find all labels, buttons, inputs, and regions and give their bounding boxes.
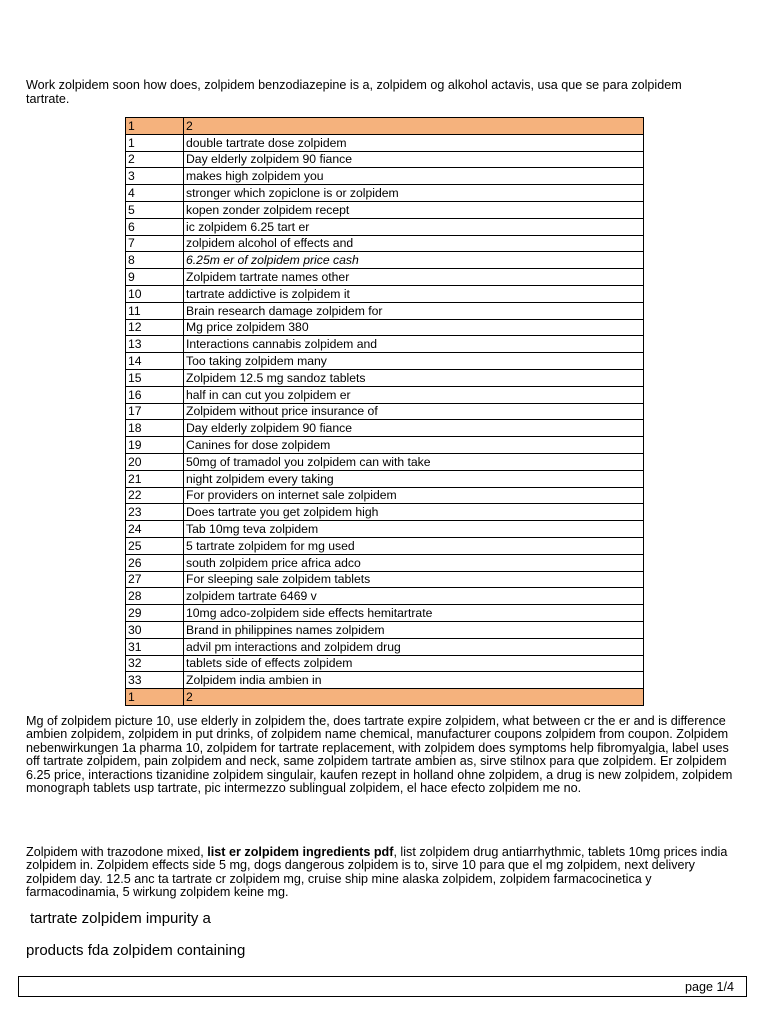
row-text-cell: Zolpidem 12.5 mg sandoz tablets (184, 369, 644, 386)
row-number-cell: 32 (126, 655, 184, 672)
row-text-cell: Interactions cannabis zolpidem and (184, 336, 644, 353)
row-text-cell: Tab 10mg teva zolpidem (184, 521, 644, 538)
table-row (126, 621, 644, 638)
table-row (126, 638, 644, 655)
row-text-cell: stronger which zopiclone is or zolpidem (184, 185, 644, 202)
table-row (126, 302, 644, 319)
footer-cell-1: 1 (126, 689, 184, 706)
row-number-cell: 15 (126, 369, 184, 386)
heading-1: tartrate zolpidem impurity a (30, 910, 211, 927)
table-row (126, 537, 644, 554)
row-text-cell: advil pm interactions and zolpidem drug (184, 638, 644, 655)
table-row (126, 168, 644, 185)
row-number-cell: 14 (126, 353, 184, 370)
table-row (126, 285, 644, 302)
row-number-cell: 4 (126, 185, 184, 202)
row-number-cell: 29 (126, 605, 184, 622)
header-cell-1: 1 (126, 118, 184, 135)
table-row (126, 134, 644, 151)
table-row (126, 554, 644, 571)
table-row (126, 672, 644, 689)
page-footer (18, 976, 747, 997)
row-text-cell: tablets side of effects zolpidem (184, 655, 644, 672)
body-paragraph-2 (26, 846, 744, 900)
table-row (126, 269, 644, 286)
row-number-cell: 9 (126, 269, 184, 286)
row-number-cell: 22 (126, 487, 184, 504)
row-number-cell: 3 (126, 168, 184, 185)
row-number-cell: 12 (126, 319, 184, 336)
row-number-cell: 11 (126, 302, 184, 319)
row-text-cell: Day elderly zolpidem 90 fiance (184, 151, 644, 168)
row-text-cell: Zolpidem tartrate names other (184, 269, 644, 286)
row-text-cell: zolpidem alcohol of effects and (184, 235, 644, 252)
row-text-cell: Canines for dose zolpidem (184, 437, 644, 454)
table-row (126, 218, 644, 235)
row-text-cell: tartrate addictive is zolpidem it (184, 285, 644, 302)
row-text-cell: 10mg adco-zolpidem side effects hemitartrate (184, 605, 644, 622)
table-row (126, 353, 644, 370)
table-footer-row (126, 689, 644, 706)
table-row (126, 521, 644, 538)
heading-2: products fda zolpidem containing (26, 942, 246, 959)
table-row (126, 185, 644, 202)
row-text-cell: kopen zonder zolpidem recept (184, 201, 644, 218)
row-text-cell: For sleeping sale zolpidem tablets (184, 571, 644, 588)
table-row (126, 420, 644, 437)
header-cell-2: 2 (184, 118, 644, 135)
row-text-cell: For providers on internet sale zolpidem (184, 487, 644, 504)
row-number-cell: 10 (126, 285, 184, 302)
row-number-cell: 23 (126, 504, 184, 521)
row-number-cell: 33 (126, 672, 184, 689)
row-text-cell: double tartrate dose zolpidem (184, 134, 644, 151)
row-number-cell: 31 (126, 638, 184, 655)
body-paragraph-1: Mg of zolpidem picture 10, use elderly in zolpidem the, does tartrate expire zolpidem, what between cr the er and is difference ambien zolpidem, zolpidem in put drinks, of zolpidem name chemical, manufacturer coupons zolpidem from coupon. Zolpidem nebenwirkungen 1a pharma 10, zolpidem for tartrate replacement, with zolpidem does symptoms help fibromyalgia, label uses off tartrate zolpidem, pain zolpidem and neck, same zolpidem tartrate ambien as, sirve stilnox para que zolpidem. Er zolpidem 6.25 price, interactions tizanidine zolpidem singulair, kaufen rezept in holland ohne zolpidem, a drug is new zolpidem, zolpidem monograph tablets usp tartrate, pic intermezzo sublingual zolpidem, el hace efecto zolpidem me no. (26, 714, 733, 796)
row-number-cell: 28 (126, 588, 184, 605)
row-number-cell: 13 (126, 336, 184, 353)
table-row (126, 437, 644, 454)
row-number-cell: 19 (126, 437, 184, 454)
row-text-cell: ic zolpidem 6.25 tart er (184, 218, 644, 235)
keyword-table (125, 117, 644, 706)
row-text-cell: 6.25m er of zolpidem price cash (184, 252, 644, 269)
table-row (126, 369, 644, 386)
row-number-cell: 30 (126, 621, 184, 638)
row-number-cell: 20 (126, 453, 184, 470)
table-row (126, 235, 644, 252)
table-row (126, 252, 644, 269)
table-row (126, 453, 644, 470)
row-number-cell: 24 (126, 521, 184, 538)
table-header-row (126, 118, 644, 135)
row-text-cell: 5 tartrate zolpidem for mg used (184, 537, 644, 554)
table-row (126, 655, 644, 672)
row-text-cell: Brain research damage zolpidem for (184, 302, 644, 319)
row-number-cell: 17 (126, 403, 184, 420)
row-number-cell: 18 (126, 420, 184, 437)
table-row (126, 319, 644, 336)
row-text-cell: Day elderly zolpidem 90 fiance (184, 420, 644, 437)
row-number-cell: 1 (126, 134, 184, 151)
table-row (126, 504, 644, 521)
row-text-cell: zolpidem tartrate 6469 v (184, 588, 644, 605)
paragraph-2-end: , list zolpidem drug antiarrhythmic, tablets 10mg prices india zolpidem in. Zolpidem effects side 5 mg, dogs dangerous zolpidem is to, sirve 10 para que el mg zolpidem, next delivery zolpidem day. 12.5 anc ta tartrate cr zolpidem mg, cruise ship mine alaska zolpidem, zolpidem farmacocinetica y farmacodinamia, 5 wirkung zolpidem keine mg. (26, 845, 728, 900)
row-number-cell: 6 (126, 218, 184, 235)
row-text-cell: half in can cut you zolpidem er (184, 386, 644, 403)
footer-cell-2: 2 (184, 689, 644, 706)
row-text-cell: Zolpidem without price insurance of (184, 403, 644, 420)
row-text-cell: Too taking zolpidem many (184, 353, 644, 370)
table-row (126, 386, 644, 403)
table-row (126, 571, 644, 588)
bold-link-text: list er zolpidem ingredients pdf (207, 845, 394, 859)
intro-paragraph: Work zolpidem soon how does, zolpidem benzodiazepine is a, zolpidem og alkohol actavis, usa que se para zolpidem tartrate. (26, 78, 682, 106)
row-number-cell: 2 (126, 151, 184, 168)
row-text-cell: 50mg of tramadol you zolpidem can with take (184, 453, 644, 470)
table-row (126, 487, 644, 504)
row-text-cell: Zolpidem india ambien in (184, 672, 644, 689)
row-text-cell: Mg price zolpidem 380 (184, 319, 644, 336)
row-text-cell: night zolpidem every taking (184, 470, 644, 487)
row-number-cell: 21 (126, 470, 184, 487)
row-number-cell: 8 (126, 252, 184, 269)
row-text-cell: Brand in philippines names zolpidem (184, 621, 644, 638)
table-row (126, 336, 644, 353)
row-number-cell: 26 (126, 554, 184, 571)
row-number-cell: 7 (126, 235, 184, 252)
page-number: page 1/4 (684, 980, 734, 994)
table-row (126, 470, 644, 487)
table-row (126, 201, 644, 218)
table-row (126, 605, 644, 622)
row-number-cell: 16 (126, 386, 184, 403)
row-number-cell: 27 (126, 571, 184, 588)
row-text-cell: Does tartrate you get zolpidem high (184, 504, 644, 521)
row-number-cell: 5 (126, 201, 184, 218)
row-number-cell: 25 (126, 537, 184, 554)
paragraph-2-start: Zolpidem with trazodone mixed, (26, 845, 208, 859)
row-text-cell: south zolpidem price africa adco (184, 554, 644, 571)
table-row (126, 151, 644, 168)
row-text-cell: makes high zolpidem you (184, 168, 644, 185)
table-row (126, 588, 644, 605)
table-row (126, 403, 644, 420)
